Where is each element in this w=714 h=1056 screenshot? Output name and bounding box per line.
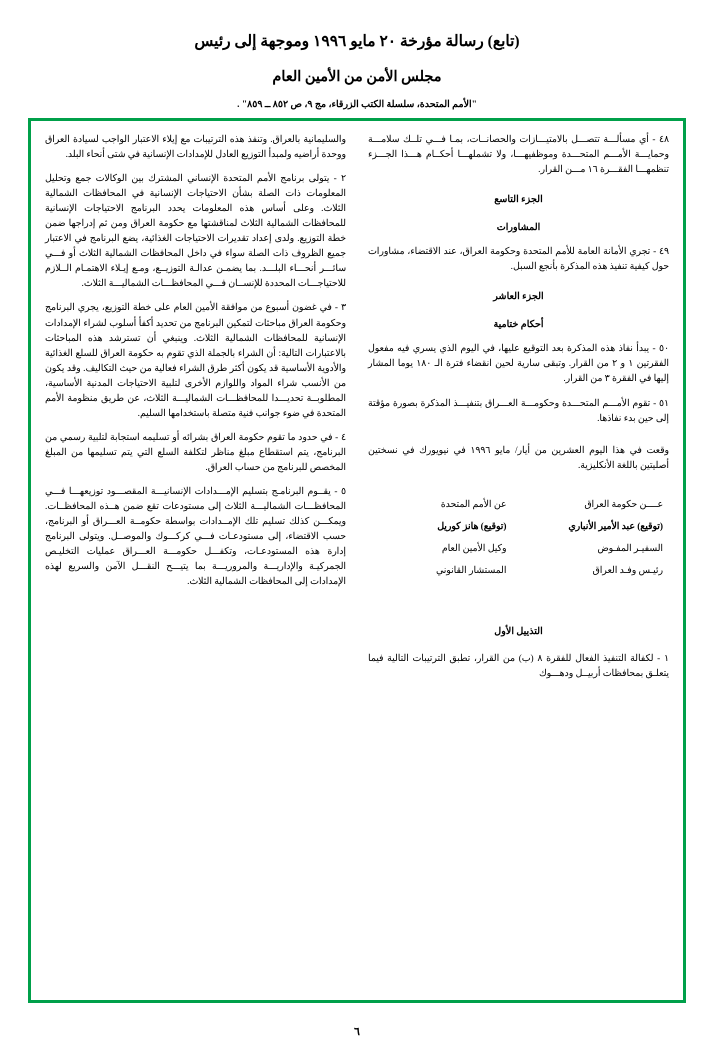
signature-header-row	[368, 497, 669, 519]
signatory-left-name: (توقيع) عبد الأمير الأنباري	[568, 521, 663, 532]
signatory-left-title-2: رئيـس وفـد العراق	[592, 565, 663, 576]
signature-block	[368, 497, 669, 585]
signatory-right-title-2: المستشار القانوني	[435, 565, 507, 576]
signature-title-row-2	[368, 563, 669, 585]
spacer	[368, 483, 669, 491]
heading-final-provisions: أحكام ختامية	[493, 318, 544, 330]
annex-paragraph-1-continued: والسليمانية بالعراق. وتنفذ هذه الترتيبات مع إيلاء الاعتبار الواجب لسيادة العراق ووحدة أراضيه ولمبدأ التوزيع العادل للإمدادات الإنسانية في شتى أنحاء البلد.	[45, 135, 346, 161]
spacer	[368, 584, 669, 610]
signatory-left-title-1: السفيـر المفـوض	[597, 543, 663, 554]
signatory-right-header: عن الأمم المتحدة	[440, 499, 507, 510]
two-column-layout	[31, 121, 683, 1000]
page-subtitle: مجلس الأمن من الأمين العام	[272, 69, 442, 86]
annex-paragraph-1: ١ - لكفالة التنفيذ الفعال للفقرة ٨ (ب) من القرار، تطبق الترتيبات التالية فيما يتعلـق بمحافظات أربيــل ودهـــوك	[368, 653, 669, 680]
paragraph-50: ٥٠ - يبدأ نفاذ هذه المذكرة بعد التوقيع عليها، في اليوم الذي يسري فيه مفعول الفقرتين ١ و ٢ من القرار. وتبقى سارية لحين انقضاء فترة الـ ١٨٠ يوما المشار إليها في الفقرة ٣ من القرار.	[368, 344, 670, 385]
signatory-right-name: (توقيع) هانز كوريل	[437, 521, 507, 532]
source-citation: "الأمم المتحدة، سلسلة الكتب الزرقاء، مج ٩، ص ٨٥٢ ــ ٨٥٩" .	[237, 100, 477, 110]
paragraph-51: ٥١ - تقوم الأمـــم المتحـــدة وحكومـــة العـــراق بتنفيـــذ المذكرة بصورة مؤقتة إلى حين بدء نفاذها.	[368, 398, 669, 424]
content-frame	[28, 118, 686, 1003]
annex-paragraph-2: ٢ - يتولى برنامج الأمم المتحدة الإنساني المشترك بين الوكالات جمع وتحليل المعلومات ذات الصلة بشأن الاحتياجات الإنسانية في المحافظات الشمالية الثلاث. وعلى أساس هذه المعلومات يحدد البرنامج الاحتياجات الإنسانية للمحافظات الشمالية الثلاث لمناقشتها مع حكومة العراق ومن ثم إدراجها ضمن خطة التوزيع. ولدى إعداد تقديرات الاحتياجات الغذائية، يضع البرنامج في الاعتبار جميع الظروف ذات الصلة سواء في داخل المحافظات الشمالية الثلاث أو فـــي سائـــر أنحـــاء البلـــد. بما يضمـن عدالـة التوزيــع، ومـع إيـلاء الاهتمـام الــلازم للاحتياجـــات المحددة للإنســان فـــي المحافظـــات الشماليـــة الثلاث.	[45, 174, 346, 290]
annex-paragraph-3: ٣ - في غضون أسبوع من موافقة الأمين العام على خطة التوزيع، يجري البرنامج وحكومة العراق مباحثات لتمكين البرنامج من تحديد أكفأ أسلوب لشراء الإمدادات الإنسانية للمحافظات الشمالية الثلاث. وينبغي أن تسترشد هذه المباحثات بالاعتبارات التالية: أن الشراء بالجملة الذي تقوم به حكومة العراق للسلع الغذائية والأدوية الأساسية قد يكون أكثر طرق الشراء فعالية من حيث التكاليف. وقد يكون من الأنسب شراء المواد واللوازم الأخرى لتلبية الاحتياجات المدنية الأساسية، المطلوبــة تحديـــدا للمحافظـــات الشماليـــة الثلاث، عن طريق منظومة الأمم المتحدة في ضوء جوانب فنية متصلة باستخدامها السليم.	[45, 303, 346, 419]
heading-part-ten: الجزء العاشر	[493, 291, 544, 303]
signature-title-row-1	[368, 541, 669, 563]
page-title: (تابع) رسالة مؤرخة ٢٠ مايو ١٩٩٦ وموجهة إلى رئيس	[194, 33, 520, 50]
right-column	[368, 133, 669, 990]
paragraph-49: ٤٩ - تجري الأمانة العامة للأمم المتحدة وحكومة العراق، عند الاقتضاء، مشاورات حول كيفية تنفيذ هذه المذكرة بأنجع السبل.	[368, 247, 669, 273]
heading-consultations: المشاورات	[496, 221, 541, 233]
signing-statement: وقعت في هذا اليوم العشرين من أيار/ مايو ١٩٩٦ في نيويورك في نسختين أصليتين باللغة الأنكليزية.	[368, 445, 669, 471]
annex-paragraph-4: ٤ - في حدود ما تقوم حكومة العراق بشرائه أو تسليمه استجابة لتلبية رسمي من البرنامج، يتم استقطاع مبلغ مناظر لتكلفة السلع التي يتم تسليمها من المبلغ المخصص للبرنامج من حساب العراق.	[45, 432, 346, 473]
paragraph-48: ٤٨ - أي مسألـــة تتصـــل بالامتيـــازات والحصانــات، بمـا فـــي تلــك سلامـــة وحمايـــة الأمـــم المتحـــدة وموظفيهـــا، ولا تشملهـــا أحكــام هـــذا الجـــزء تنظمهـــا الفقـــرة ١٦ مـــن القرار.	[368, 135, 669, 176]
heading-part-nine: الجزء التاسع	[494, 194, 543, 206]
document-header	[0, 0, 714, 112]
left-column	[45, 133, 346, 990]
spacer	[368, 436, 669, 444]
heading-annex-one: التذييل الأول	[494, 626, 543, 638]
page-number: ٦	[354, 1026, 360, 1038]
signature-name-row	[368, 519, 669, 541]
annex-paragraph-5: ٥ - يقــوم البرنامـج بتسليم الإمـــدادات الإنسانيـــة المقصـــود توزيعهـــا فـــي المحافظـــات الشماليـــة الثلاث إلى مستودعات تقع ضمن هــذه المحافظــات. ويمكـــن كذلك تسليم تلك الإمــدادات بواسطة حكومــة العـــراق أو البرنامج، حسب الاقتضاء، إلى مستودعـات فـــي كركـــوك والموصــل. ويتولى البرنامج إدارة هذه المستودعـات، وتكفـــل حكومـــة العـــراق عمليات التخليـص الجمركيـة والإداريـــة والمروريـــة بما يتيـــح النقـــل الآمن والسريع لهذه الإمدادات إلى المحافظات الشمالية الثلاث.	[45, 486, 346, 588]
signatory-right-title-1: وكيل الأمين العام	[441, 543, 507, 554]
signatory-left-header: عــــن حكومة العراق	[584, 499, 663, 510]
